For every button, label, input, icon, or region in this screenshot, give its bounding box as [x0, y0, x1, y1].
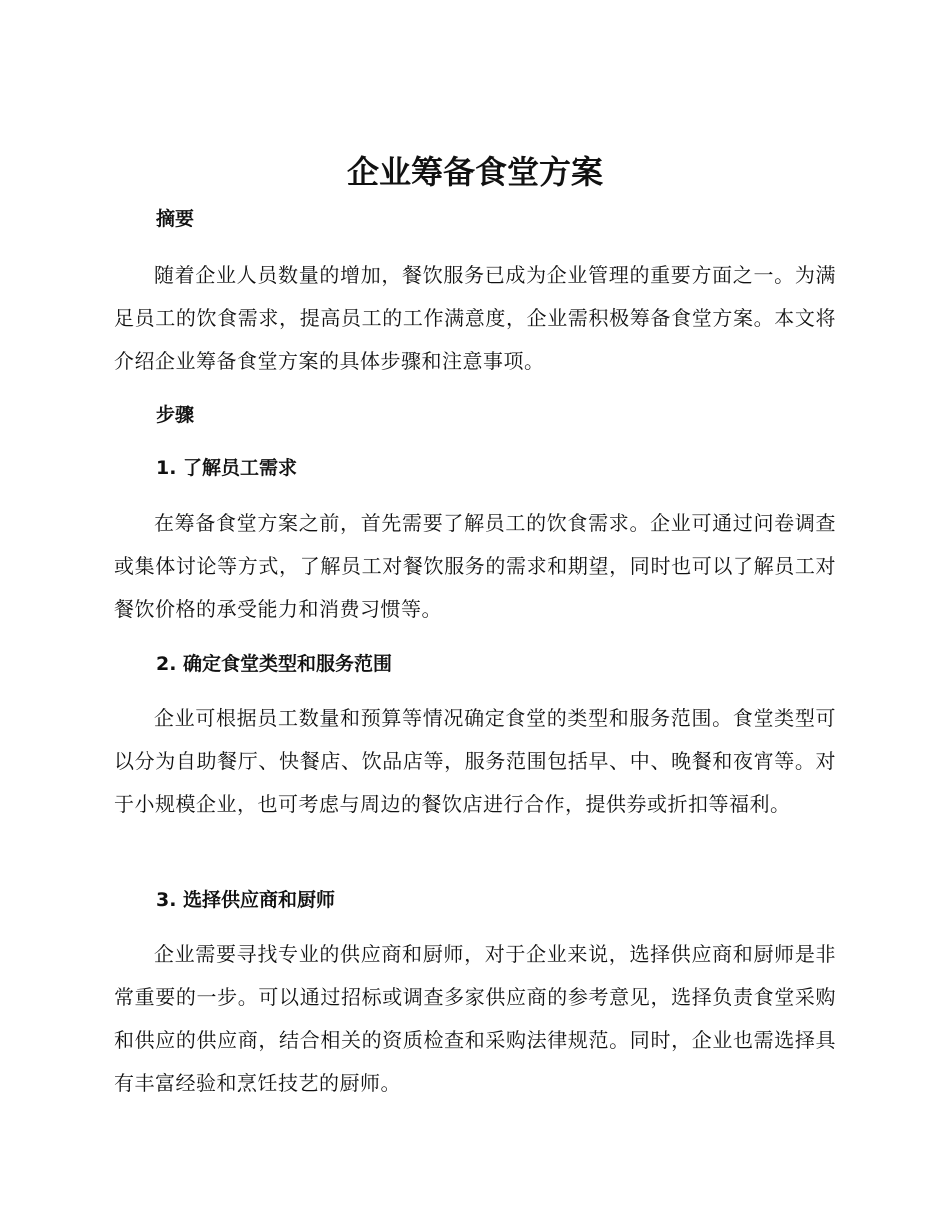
section-1-heading: 1. 了解员工需求	[156, 457, 298, 479]
section-3-paragraph: 企业需要寻找专业的供应商和厨师，对于企业来说，选择供应商和厨师是非常重要的一步。可以通过招标或调查多家供应商的参考意见，选择负责食堂采购和供应的供应商，结合相关的资质检查和采购法律规范。同时，企业也需选择具有丰富经验和烹饪技艺的厨师。	[114, 942, 836, 1095]
section-1-paragraph: 在筹备食堂方案之前，首先需要了解员工的饮食需求。企业可通过问卷调查或集体讨论等方式，了解员工对餐饮服务的需求和期望，同时也可以了解员工对餐饮价格的承受能力和消费习惯等。	[114, 511, 836, 621]
section-3-heading: 3. 选择供应商和厨师	[156, 889, 336, 911]
section-2-paragraph: 企业可根据员工数量和预算等情况确定食堂的类型和服务范围。食堂类型可以分为自助餐厅、快餐店、饮品店等，服务范围包括早、中、晚餐和夜宵等。对于小规模企业，也可考虑与周边的餐饮店进行合作，提供券或折扣等福利。	[114, 706, 836, 816]
section-2-heading: 2. 确定食堂类型和服务范围	[156, 653, 393, 675]
abstract-heading: 摘要	[156, 208, 195, 230]
abstract-paragraph: 随着企业人员数量的增加，餐饮服务已成为企业管理的重要方面之一。为满足员工的饮食需求，提高员工的工作满意度，企业需积极筹备食堂方案。本文将介绍企业筹备食堂方案的具体步骤和注意事项。	[114, 263, 836, 373]
document-title: 企业筹备食堂方案	[346, 153, 603, 191]
steps-heading: 步骤	[156, 404, 195, 426]
